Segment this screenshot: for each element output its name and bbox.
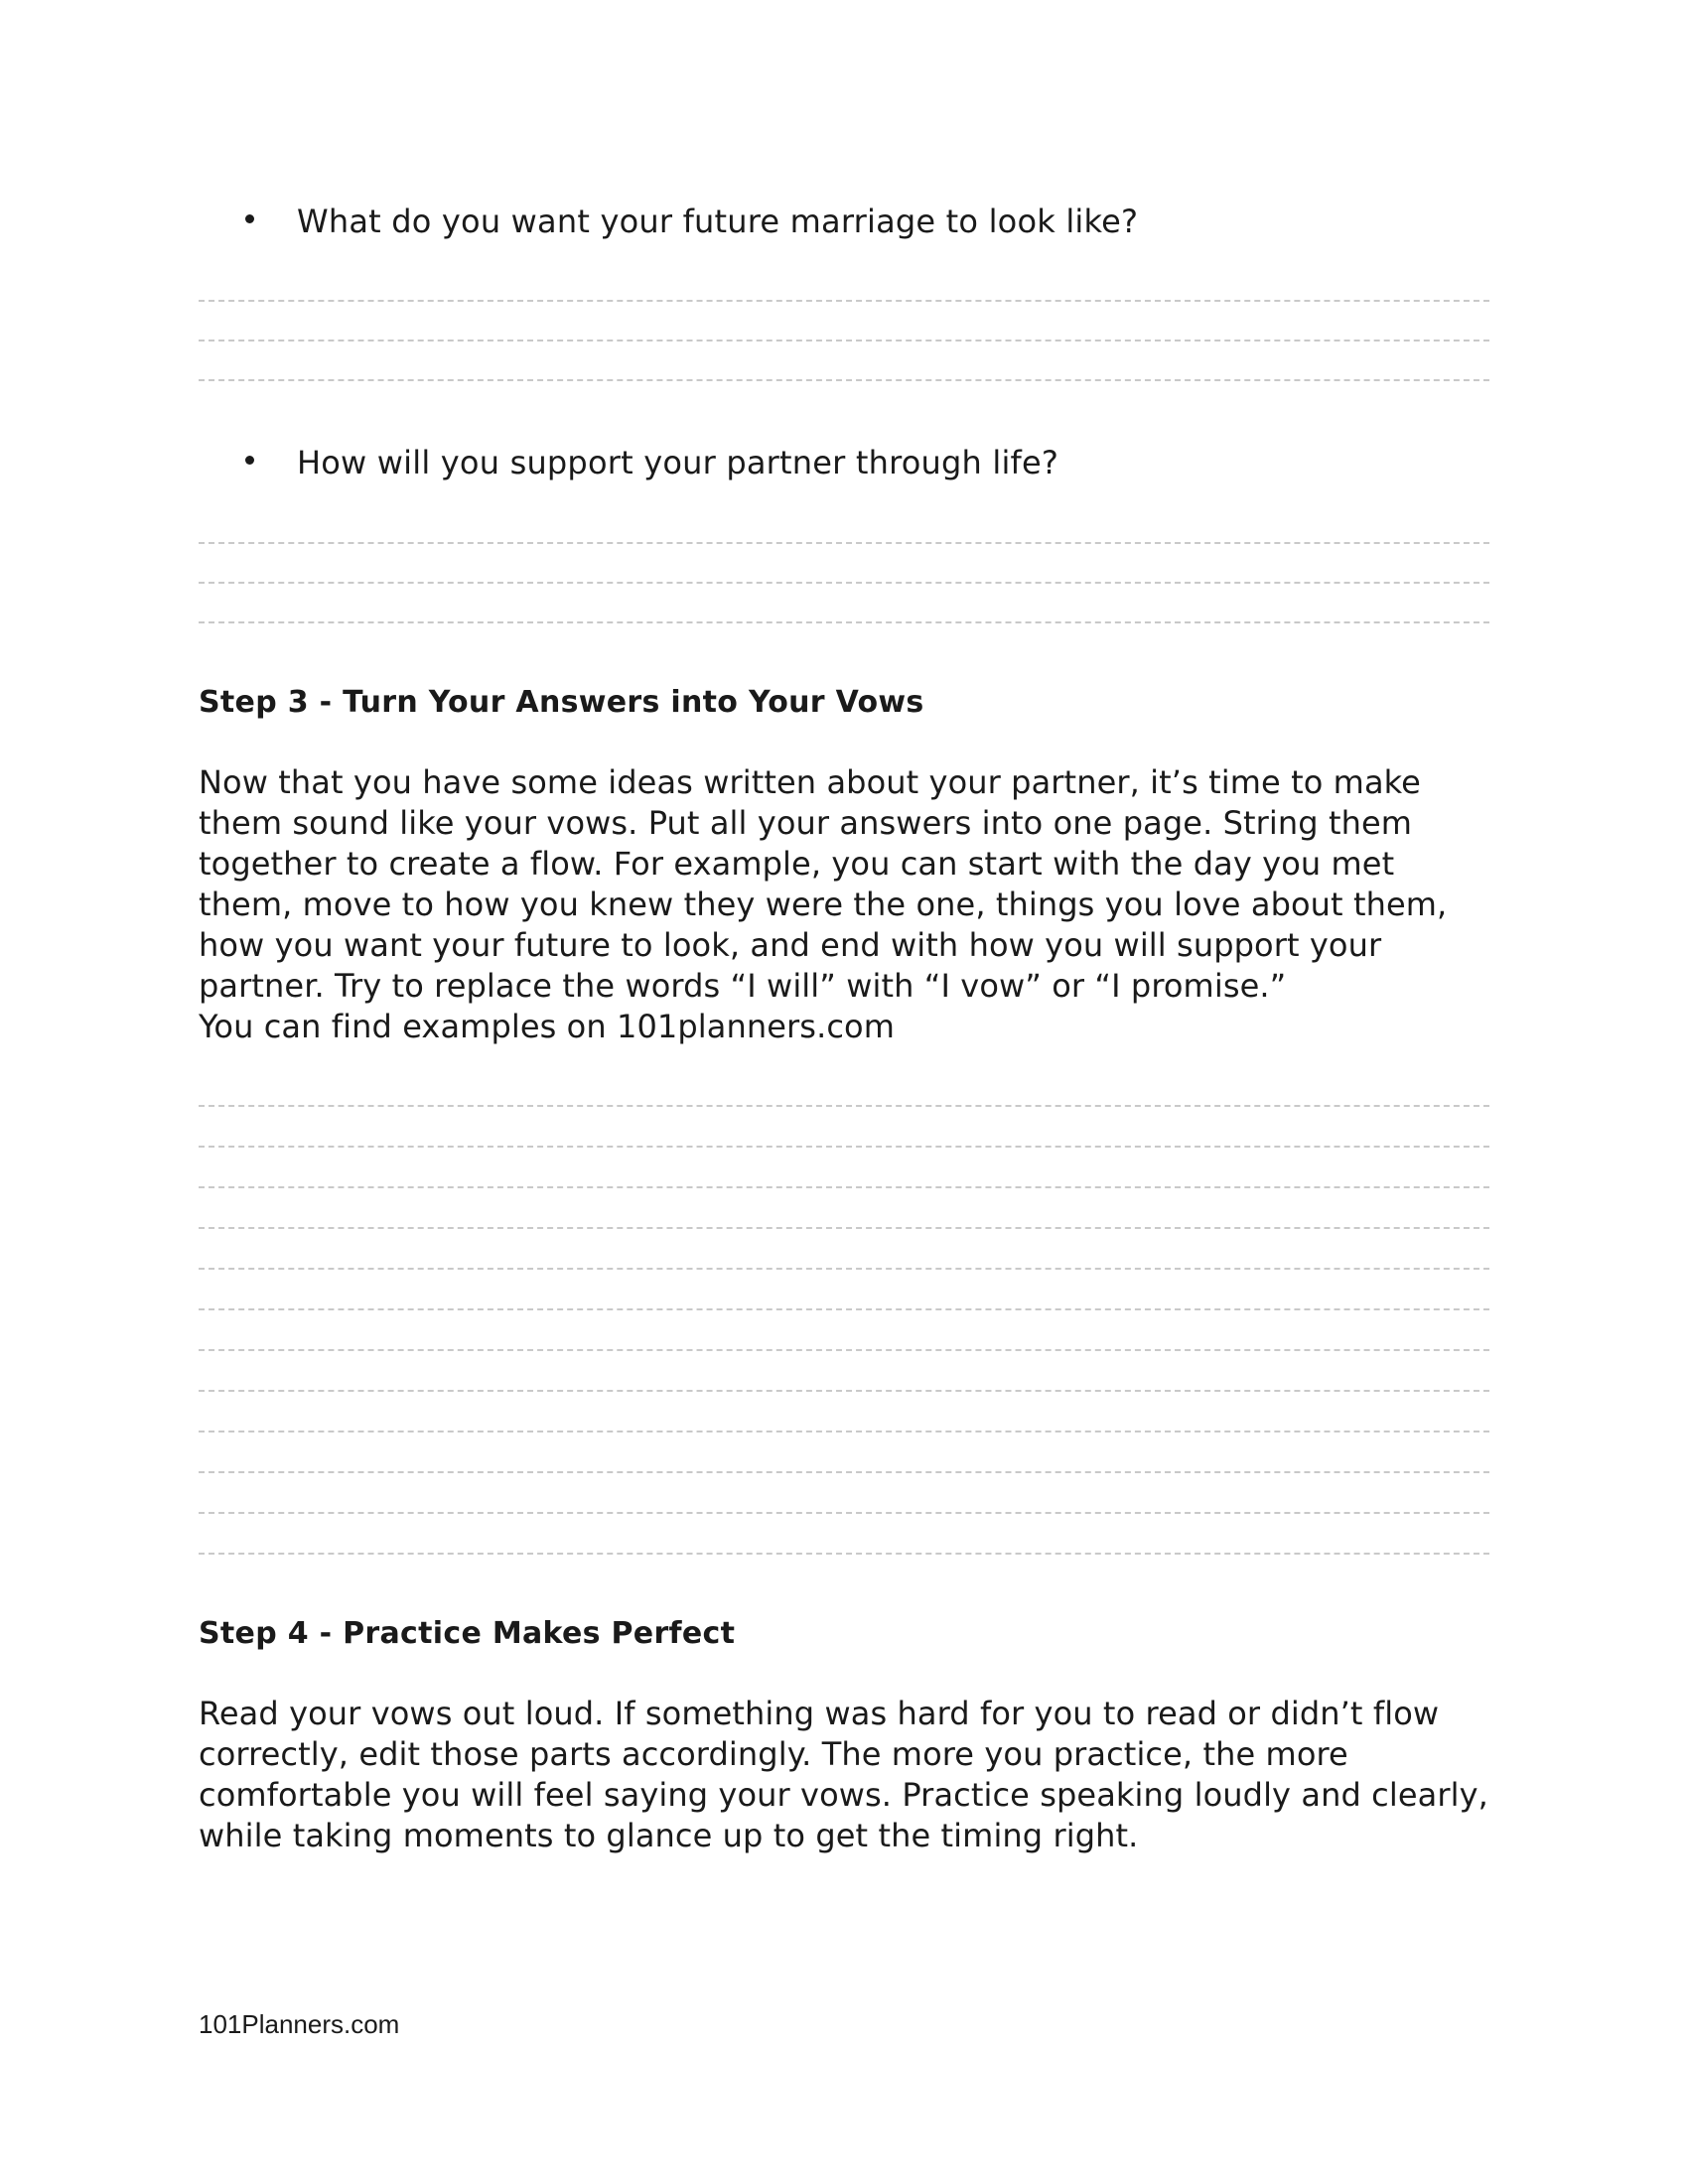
paragraph-line: how you want your future to look, and end with how you will support your <box>199 926 1382 964</box>
paragraph-line: them sound like your vows. Put all your answers into one page. String them <box>199 804 1413 842</box>
writing-line[interactable] <box>199 1553 1489 1555</box>
bullet-dot <box>245 214 254 223</box>
writing-line[interactable] <box>199 582 1489 584</box>
writing-line[interactable] <box>199 1308 1489 1310</box>
step3-paragraph <box>199 762 1499 1047</box>
writing-line[interactable] <box>199 1431 1489 1433</box>
writing-line[interactable] <box>199 300 1489 302</box>
writing-line[interactable] <box>199 340 1489 341</box>
bullet-dot <box>245 456 254 465</box>
writing-line[interactable] <box>199 1146 1489 1148</box>
paragraph-line: Read your vows out loud. If something was hard for you to read or didn’t flow <box>199 1695 1440 1732</box>
writing-line[interactable] <box>199 1512 1489 1514</box>
paragraph-line: while taking moments to glance up to get the timing right. <box>199 1817 1139 1854</box>
paragraph-line: correctly, edit those parts accordingly. The more you practice, the more <box>199 1735 1348 1773</box>
paragraph-line: comfortable you will feel saying your vows. Practice speaking loudly and clearly, <box>199 1776 1488 1814</box>
step3-heading: Step 3 - Turn Your Answers into Your Vows <box>199 685 924 720</box>
footer-site-name: 101Planners.com <box>199 2009 400 2039</box>
paragraph-line: You can find examples on 101planners.com <box>199 1008 895 1045</box>
question-text: How will you support your partner through life? <box>297 444 1059 481</box>
writing-line[interactable] <box>199 621 1489 623</box>
writing-line[interactable] <box>199 1227 1489 1229</box>
paragraph-line: Now that you have some ideas written about your partner, it’s time to make <box>199 763 1421 801</box>
question-text: What do you want your future marriage to look like? <box>297 203 1139 240</box>
step4-paragraph <box>199 1694 1499 1856</box>
writing-line[interactable] <box>199 1105 1489 1107</box>
paragraph-line: them, move to how you knew they were the one, things you love about them, <box>199 886 1448 923</box>
paragraph-line: together to create a flow. For example, you can start with the day you met <box>199 845 1395 883</box>
step4-heading: Step 4 - Practice Makes Perfect <box>199 1616 736 1651</box>
writing-line[interactable] <box>199 1471 1489 1473</box>
writing-line[interactable] <box>199 1349 1489 1351</box>
writing-line[interactable] <box>199 542 1489 544</box>
writing-line[interactable] <box>199 379 1489 381</box>
paragraph-line: partner. Try to replace the words “I will” with “I vow” or “I promise.” <box>199 967 1287 1005</box>
writing-line[interactable] <box>199 1390 1489 1392</box>
writing-line[interactable] <box>199 1268 1489 1270</box>
writing-line[interactable] <box>199 1186 1489 1188</box>
